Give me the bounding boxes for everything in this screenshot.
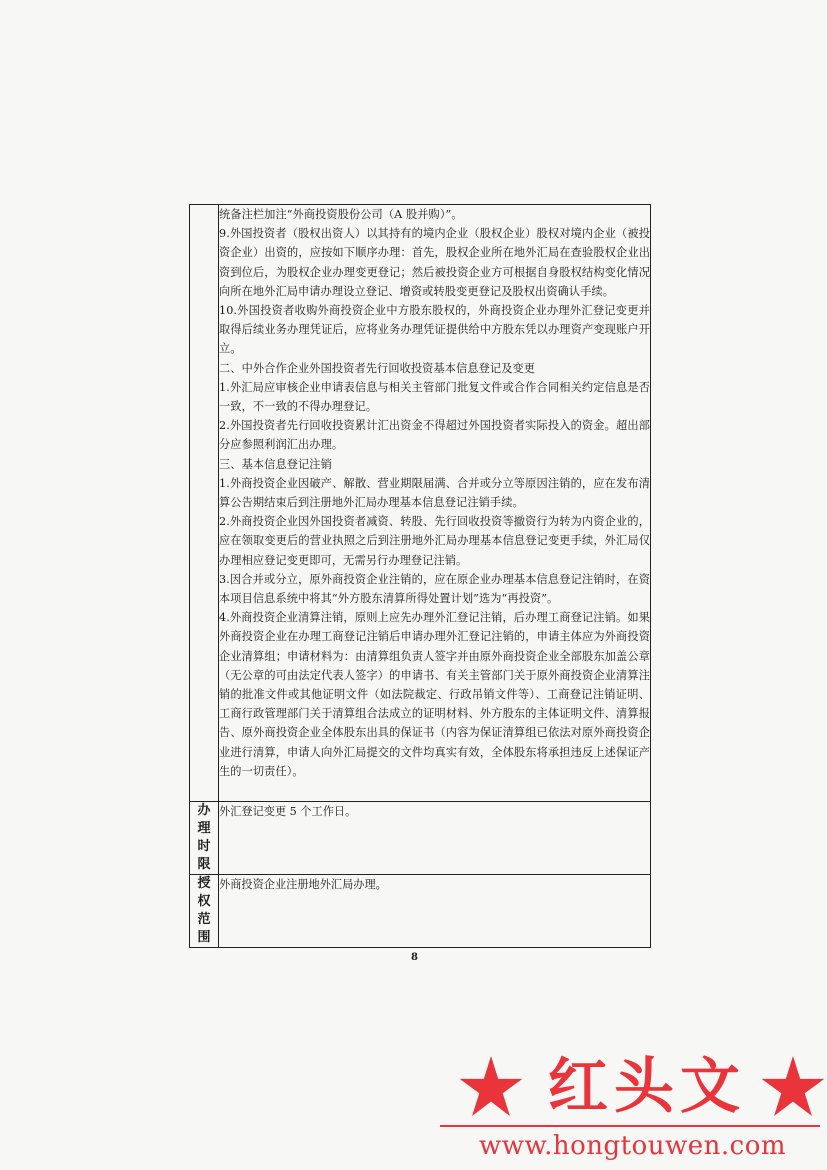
time-limit-value: 外汇登记变更 5 个工作日。: [219, 802, 651, 875]
paragraph: 4.外商投资企业清算注销，原则上应先办理外汇登记注销，后办理工商登记注销。如果外商投资企业在办理工商登记注销后申请办理外汇登记注销的，申请主体应为外商投资企业清算组；申请材料为：由清算组负责人签字并由原外商投资企业全部股东加盖公章（无公章的可由法定代表人签字）的申请书、有关主管部门关于原外商投资企业清算注销的批准文件或其他证明文件（如法院裁定、行政吊销文件等）、工商登记注销证明、工商行政管理部门关于清算组合法成立的证明材料、外方股东的主体证明文件、清算报告、原外商投资企业全体股东出具的保证书（内容为保证清算组已依法对原外商投资企业进行清算，申请人向外汇局提交的文件均真实有效，全体股东将承担违反上述保证产生的一切责任）。: [219, 611, 650, 778]
paragraph: 1.外商投资企业因破产、解散、营业期限届满、合并或分立等原因注销的，应在发布清算公告期结束后到注册地外汇局办理基本信息登记注销手续。: [219, 476, 650, 510]
paragraph: 1.外汇局应审核企业申请表信息与相关主管部门批复文件或合作合同相关约定信息是否一致，不一致的不得办理登记。: [219, 380, 650, 414]
star-icon: [458, 1056, 524, 1118]
table-row-main: [190, 205, 651, 802]
watermark-divider: [440, 1125, 820, 1127]
table-row-time-limit: [190, 802, 651, 875]
authority-scope-value: 外商投资企业注册地外汇局办理。: [219, 875, 651, 948]
paragraph: 2.外商投资企业因外国投资者减资、转股、先行回收投资等撤资行为转为内资企业的，应在领取变更后的营业执照之后到注册地外汇局办理基本信息登记变更手续，外汇局仅办理相应登记变更即可，无需另行办理登记注销。: [219, 515, 650, 567]
paragraph: 10.外国投资者收购外商投资企业中方股东股权的，外商投资企业办理外汇登记变更并取得后续业务办理凭证后，应将业务办理凭证提供给中方股东凭以办理资产变现账户开立。: [219, 304, 650, 356]
page-number: 8: [411, 952, 418, 963]
time-limit-label: 办 理 时 限: [190, 802, 219, 875]
watermark-title: 红头文: [548, 1052, 746, 1122]
paragraph: 2.外国投资者先行回收投资累计汇出资金不得超过外国投资者实际投入的资金。超出部分应参照利润汇出办理。: [219, 419, 650, 452]
watermark-url: www.hongtouwen.com: [478, 1131, 787, 1161]
empty-label-cell: [190, 205, 219, 802]
section-heading: 三、基本信息登记注销: [219, 457, 332, 471]
star-icon: [760, 1056, 826, 1118]
table-row-authority-scope: [190, 875, 651, 948]
authority-scope-label: 授 权 范 围: [190, 875, 219, 948]
procedure-table: [189, 204, 651, 948]
section-heading: 二、中外合作企业外国投资者先行回收投资基本信息登记及变更: [219, 361, 536, 375]
paragraph: 9.外国投资者（股权出资人）以其持有的境内企业（股权企业）股权对境内企业（被投资企业）出资的，应按如下顺序办理：首先，股权企业所在地外汇局在查验股权企业出资到位后，为股权企业办理变更登记；然后被投资企业方可根据自身股权结构变化情况向所在地外汇局申请办理设立登记、增资或转股变更登记及股权出资确认手续。: [219, 227, 650, 298]
paragraph: 3.因合并或分立，原外商投资企业注销的，应在原企业办理基本信息登记注销时，在资本项目信息系统中将其“外方股东清算所得处置计划”选为“再投资”。: [219, 572, 650, 606]
watermark-logo: [430, 1044, 827, 1170]
paragraph: 统备注栏加注“外商投资股份公司（A 股并购）”。: [219, 208, 463, 221]
main-content-cell: [219, 205, 651, 802]
